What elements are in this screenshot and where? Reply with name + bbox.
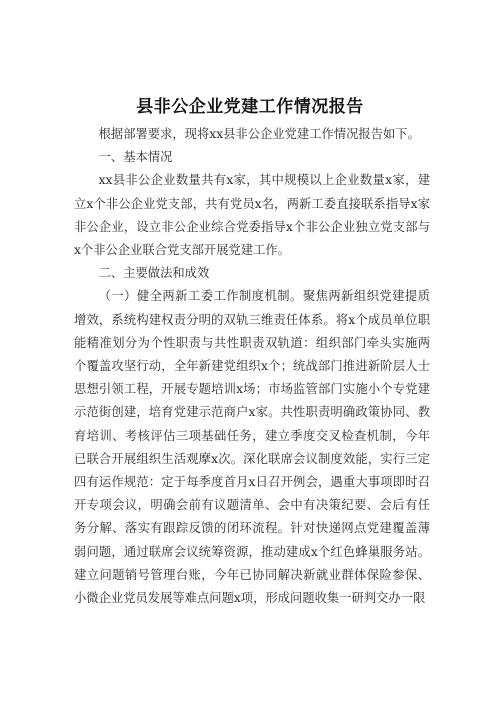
section-heading-basic: 一、基本情况 (98, 150, 173, 165)
practices-paragraph: （一）健全两新工委工作制度机制。聚焦两新组织党建提质增效，系统构建权责分明的双轨三维责任体系。将x个成员单位职能精准划分为个性职责与共性职责双轨道：组织部门牵头实施两个覆盖攻坚行动，全年新建党组织x个；统战部门推进新阶层人士思想引领工程，开展专题培训x场；市场监管部门实施小个专党建示范街创建，培育党建示范商户x家。共性职责明确政策协同、教育培训、考核评估三项基础任务，建立季度交叉检查机制，今年已联合开展组织生活观摩x次。深化联席会议制度效能，实行三定四有运作规范：定于每季度首月x日召开例会，遇重大事项即时召开专项会议，明确会前有议题清单、会中有决策纪要、会后有任务分解、落实有跟踪反馈的闭环流程。针对快递网点党建覆盖薄弱问题，通过联席会议统筹资源，推动建成x个红色蜂巢服务站。建立问题销号管理台账，今年已协同解决新就业群体保险参保、小微企业党员发展等难点问题x项，形成问题收集一研判交办一限 (74, 289, 430, 606)
page-title: 县非公企业党建工作情况报告 (136, 97, 364, 117)
intro-paragraph: 根据部署要求，现将xx县非公企业党建工作情况报告如下。 (98, 127, 420, 141)
basic-situation-paragraph: xx县非公企业数量共有x家，其中规模以上企业数量x家，建立x个非公企业党支部，共有党员x名，两新工委直接联系指导x家非公企业，设立非公企业综合党委指导x个非公企业独立党支部与x个非公企业联合党支部开展党建工作。 (74, 173, 430, 258)
section-heading-practices: 二、主要做法和成效 (98, 266, 210, 281)
document-body (74, 123, 430, 610)
